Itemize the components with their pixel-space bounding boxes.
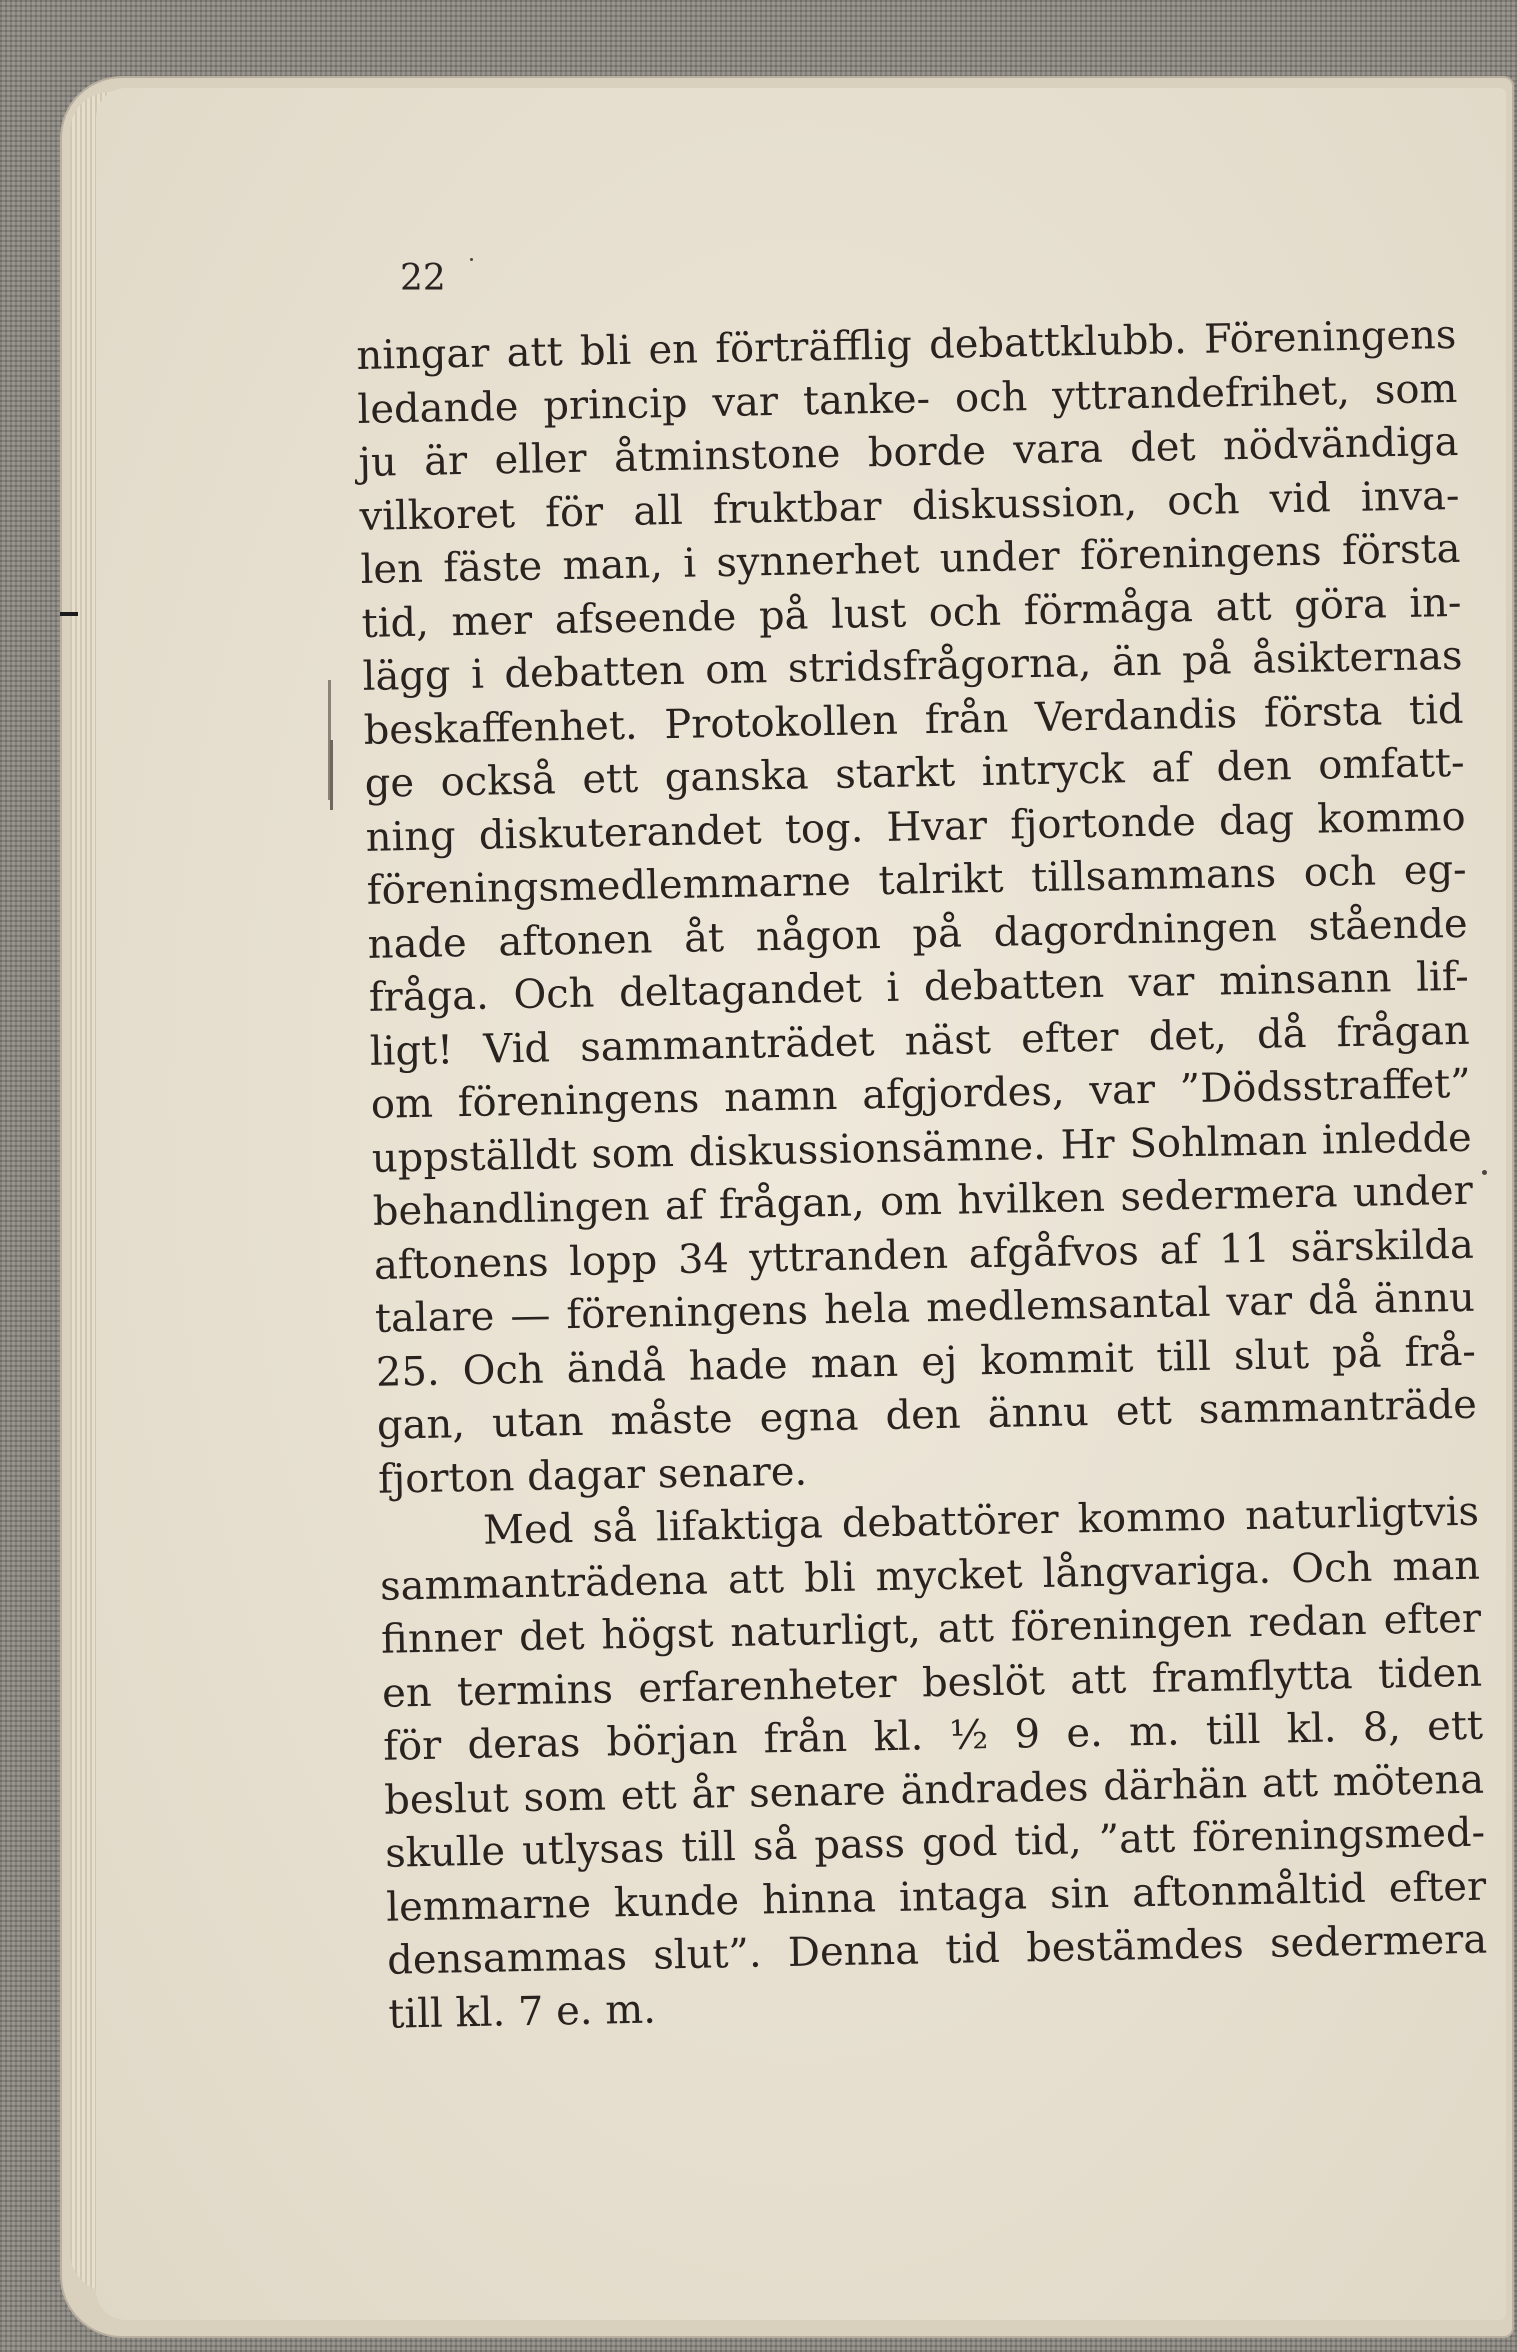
text-line: föreningsmedlemmarne talrikt tillsammans och eg- [366,846,1468,914]
paragraph [356,309,1478,1507]
text-line: om föreningens namn afgjordes, var ”Dödsstraffet” [370,1060,1472,1128]
text-line: vilkoret för all fruktbar diskussion, och vid inva- [359,472,1460,540]
text-line: len fäste man, i synnerhet under föreningens första [360,525,1461,593]
text-line: uppställdt som diskussionsämne. Hr Sohlman inledde [371,1114,1473,1182]
text-line: Med så lifaktiga debattörer kommo naturligtvis [482,1488,1480,1554]
text-line: fjorton dagar senare. [377,1448,808,1503]
text-line: aftonens lopp 34 yttranden afgåfvos af 11 särskilda [373,1221,1475,1289]
margin-dot [470,258,473,261]
text-line: ju är eller åtminstone borde vara det nödvändiga [358,418,1459,486]
text-line: ligt! Vid sammanträdet näst efter det, då frågan [369,1007,1471,1075]
text-line: talare — föreningens hela medlemsantal var då ännu [374,1274,1476,1342]
text-line: ning diskuterandet tog. Hvar fjortonde dag kommo [365,793,1466,861]
text-line: fråga. Och deltagandet i debatten var minsann lif- [368,953,1470,1021]
text-line: skulle utlysas till så pass god tid, ”att föreningsmed- [384,1809,1486,1877]
text-line: lägg i debatten om stridsfrågorna, än på åsikternas [362,632,1463,700]
text-line: beslut som ett år senare ändrades därhän att mötena [383,1756,1485,1824]
text-line: ningar att bli en förträfflig debattklubb. Föreningens [356,311,1457,379]
page-number: 22 [400,258,446,299]
paragraph [379,1486,1489,2042]
bookmark-tick [60,612,78,616]
text-line: densammas slut”. Denna tid bestämdes sedermera [386,1916,1488,1984]
text-line: gan, utan måste egna den ännu ett sammanträde [376,1381,1478,1449]
text-line: lemmarne kunde hinna intaga sin aftonmåltid efter [385,1863,1487,1931]
text-line: en termins erfarenheter beslöt att framflytta tiden [381,1649,1483,1717]
text-line: behandlingen af frågan, om hvilken sedermera under [372,1167,1474,1235]
body-text [356,309,1489,2042]
text-line: finner det högst naturligt, att föreningen redan efter [380,1595,1482,1663]
text-line: 25. Och ändå hade man ej kommit till slut på frå- [375,1328,1477,1396]
text-line: ge också ett ganska starkt intryck af den omfatt- [364,739,1465,807]
margin-dot [1482,1170,1487,1175]
text-line: tid, mer afseende på lust och förmåga att göra in- [361,579,1462,647]
text-line: beskaffenhet. Protokollen från Verdandis första tid [363,686,1464,754]
margin-mark [330,740,333,810]
text-line: för deras början från kl. ½ 9 e. m. till kl. 8, ett [382,1702,1484,1770]
text-line: sammanträdena att bli mycket långvariga. Och man [379,1542,1481,1610]
text-line: till kl. 7 e. m. [387,1986,657,2038]
text-line: ledande princip var tanke- och yttrandefrihet, som [357,365,1458,433]
text-line: nade aftonen åt någon på dagordningen stående [367,900,1469,968]
